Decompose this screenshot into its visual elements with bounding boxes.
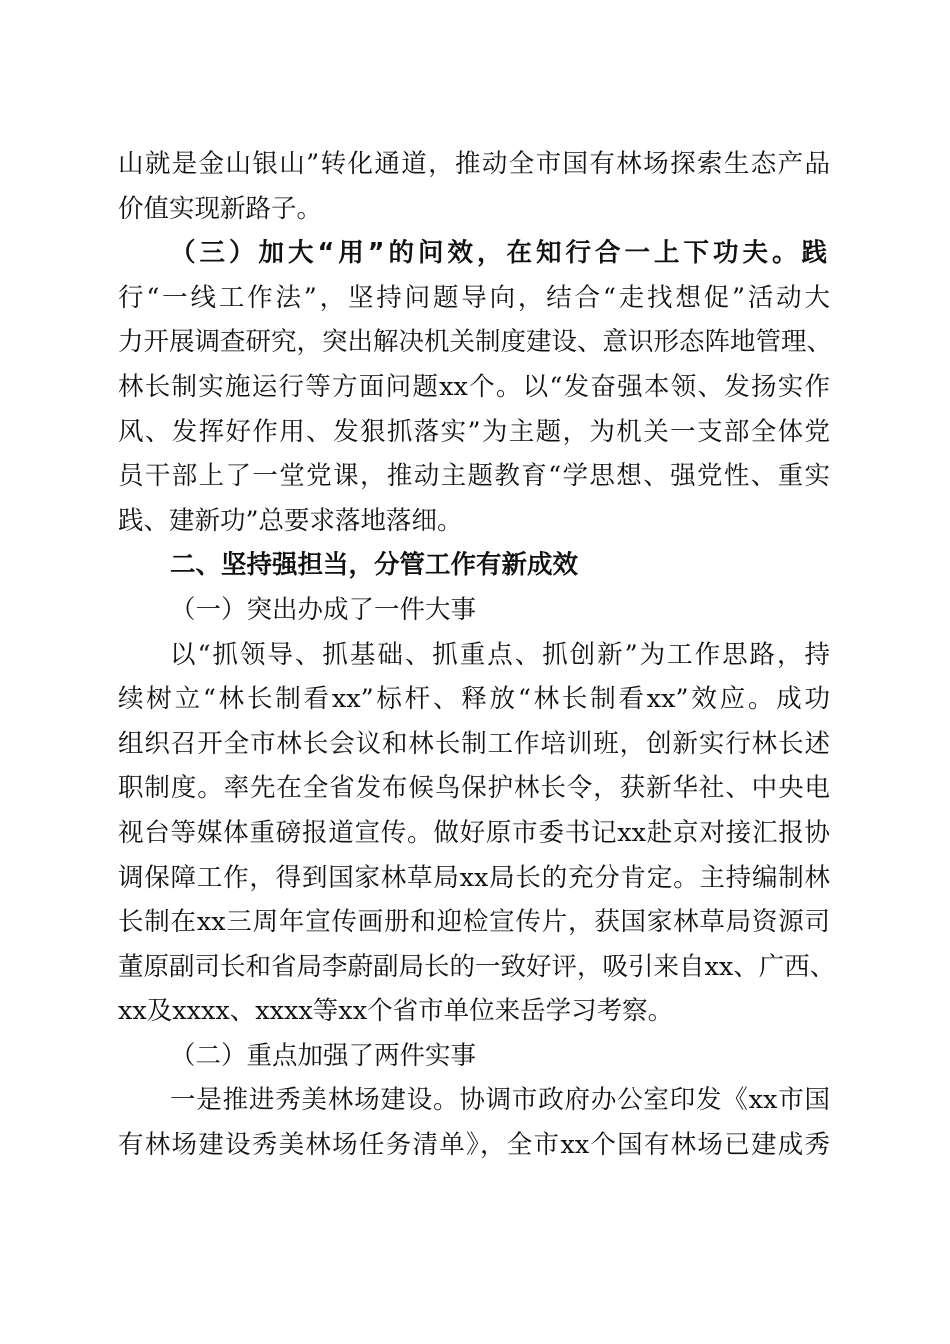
document-page: [118, 142, 836, 1168]
body-text-line: 组织召开全市林长会议和林长制工作培训班，创新实行林长述: [118, 728, 830, 759]
body-text-line: 一是推进秀美林场建设。协调市政府办公室印发《xx市国: [170, 1085, 830, 1116]
body-text-line: 视台等媒体重磅报道宣传。做好原市委书记xx赴京对接汇报协: [118, 817, 830, 848]
body-text-line: 行“一线工作法”，坚持问题导向，结合“走找想促”活动大: [118, 282, 830, 313]
body-text-line: 以“抓领导、抓基础、抓重点、抓创新”为工作思路，持: [170, 639, 830, 670]
body-text-line: 力开展调查研究，突出解决机关制度建设、意识形态阵地管理、: [118, 327, 833, 358]
body-text-line: 践、建新功”总要求落地落细。: [118, 505, 463, 536]
section-heading: 二、坚持强担当，分管工作有新成效: [170, 550, 579, 581]
subsection-heading-3: （三）加大“用”的问效，在知行合一上下功夫。践: [170, 238, 830, 269]
body-text-line: 风、发挥好作用、发狠抓落实”为主题，为机关一支部全体党: [118, 416, 830, 447]
body-text-line: 林长制实施运行等方面问题xx个。以“发奋强本领、发扬实作: [118, 371, 830, 402]
body-text-line: 续树立“林长制看xx”标杆、释放“林长制看xx”效应。成功: [118, 684, 830, 715]
body-text-line: xx及xxxx、xxxx等xx个省市单位来岳学习考察。: [118, 996, 674, 1027]
body-text-line: 价值实现新路子。: [118, 193, 323, 224]
subsection-heading-1: （一）突出办成了一件大事: [170, 594, 477, 625]
body-text-line: 董原副司长和省局李蔚副局长的一致好评，吸引来自xx、广西、: [118, 951, 836, 982]
body-text-line: 职制度。率先在全省发布候鸟保护林长令，获新华社、中央电: [118, 773, 830, 804]
body-text-line: 有林场建设秀美林场任务清单》，全市xx个国有林场已建成秀: [118, 1130, 830, 1161]
body-text-line: 员干部上了一堂党课，推动主题教育“学思想、强党性、重实: [118, 461, 830, 492]
body-text-line: 调保障工作，得到国家林草局xx局长的充分肯定。主持编制林: [118, 862, 830, 893]
body-text-line: 长制在xx三周年宣传画册和迎检宣传片，获国家林草局资源司: [118, 907, 830, 938]
body-text-line: 山就是金山银山”转化通道，推动全市国有林场探索生态产品: [118, 149, 830, 179]
subsection-heading-2: （二）重点加强了两件实事: [170, 1040, 477, 1071]
